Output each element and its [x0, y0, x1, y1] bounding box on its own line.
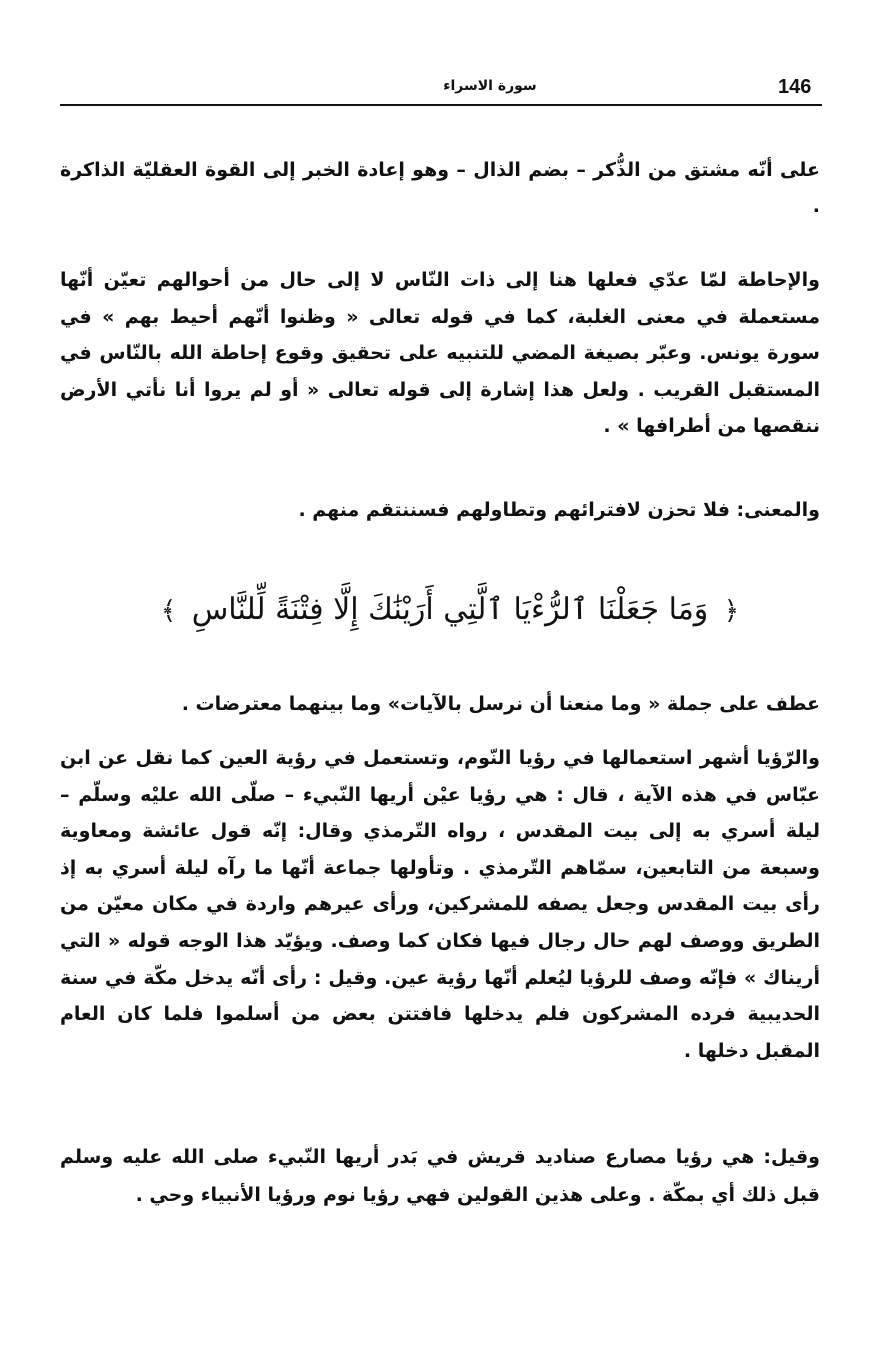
- paragraph-5: والرّؤيا أشهر استعمالها في رؤيا النّوم، وتستعمل في رؤية العين كما نقل عن ابن عبّاس في هذه الآية ، قال : هي رؤيا عيْن أريها النّبيء – صلّى الله عليْه وسلّم – ليلة أسري به إلى بيت المقدس ، رواه التّرمذي وقال: إنّه قول عائشة ومعاوية وسبعة من التابعين، سمّاهم التّرمذي . وتأولها جماعة أنّها ما رآه ليلة أسري به إذ رأى بيت المقدس وجعل يصفه للمشركين، ورأى عيرهم واردة في مكان معيّن من الطريق ووصف لهم حال رجال فيها فكان كما وصف. ويؤيّد هذا الوجه قوله « التي أريناك » فإنّه وصف للرؤيا ليُعلم أنّها رؤية عين. وقيل : رأى أنّه يدخل مكّة في سنة الحديبية فرده المشركون فلم يدخلها فافتتن بعض من أسلموا فلما كان العام المقبل دخلها .: [60, 747, 820, 1062]
- paragraph-2: والإحاطة لمّا عدّي فعلها هنا إلى ذات النّاس لا إلى حال من أحوالهم تعيّن أنّها مستعملة في معنى الغلبة، كما في قوله تعالى « وظنوا أنّهم أحيط بهم » في سورة يونس. وعبّر بصيغة المضي للتنبيه على تحقيق وقوع إحاطة الله بالنّاس في المستقبل القريب . ولعل هذا إشارة إلى قوله تعالى « أو لم يروا أنا نأتي الأرض ننقصها من أطرافها » .: [60, 269, 820, 437]
- page-number: 146: [778, 76, 812, 98]
- page-header: [60, 72, 822, 108]
- verse-close-bracket: ﴾: [160, 596, 177, 626]
- header-rule: [60, 104, 822, 106]
- paragraph-4: عطف على جملة « وما منعنا أن نرسل بالآيات» وما بينهما معترضات .: [181, 693, 820, 715]
- running-title: سورة الاسراء: [443, 78, 537, 94]
- paragraph-1: على أنّه مشتق من الذُّكر – بضم الذال – وهو إعادة الخبر إلى القوة العقليّة الذاكرة .: [60, 159, 820, 217]
- verse-open-bracket: ﴿: [723, 596, 740, 626]
- quran-verse: [80, 585, 820, 636]
- paragraph-3: والمعنى: فلا تحزن لافترائهم وتطاولهم فسننتقم منهم .: [298, 499, 820, 521]
- verse-text: وَمَا جَعَلْنَا ٱلرُّءْيَا ٱلَّتِي أَرَيْنَٰكَ إِلَّا فِتْنَةً لِّلنَّاسِ: [191, 592, 709, 627]
- paragraph-6: وقيل: هي رؤيا مصارع صناديد قريش في بَدر أريها النّبيء صلى الله عليه وسلم قبل ذلك أي بمكّة . وعلى هذين القولين فهي رؤيا نوم ورؤيا الأنبياء وحي .: [60, 1146, 820, 1206]
